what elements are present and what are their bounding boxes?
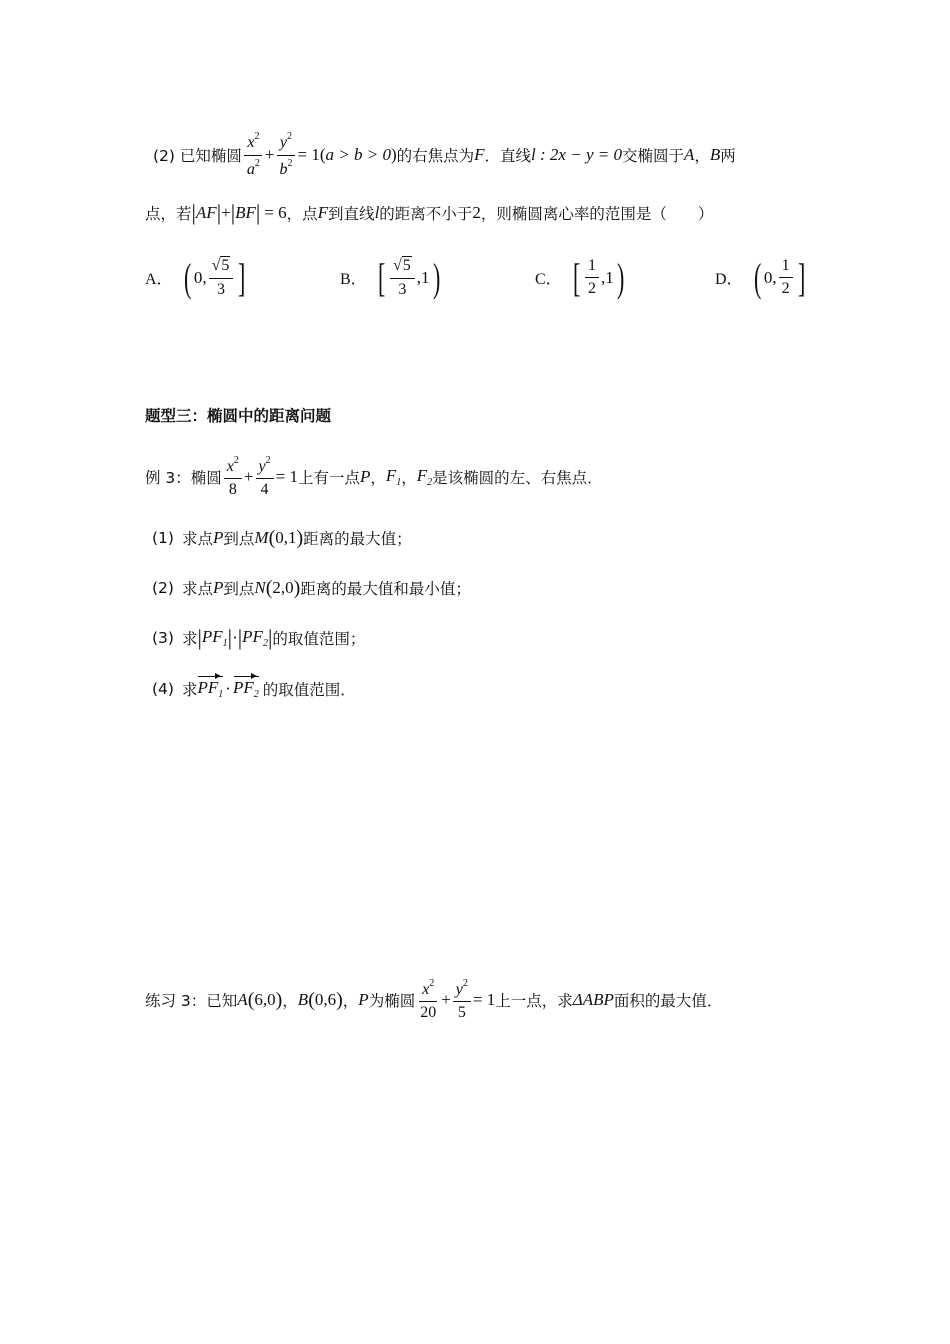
q2-text3: 交椭圆于	[621, 147, 684, 165]
example3-item-4: (4) 求 $PF_1$ · $PF_2$ 的取值范围．	[152, 678, 356, 700]
example3-frac-x: $\frac{x^2}{8}$	[224, 455, 242, 500]
q2-text1: 的右焦点为	[396, 147, 475, 165]
option-d-frac: $\frac{1}{2}$	[779, 257, 793, 299]
q2-B: B	[709, 145, 721, 164]
q2-prefix: (2) 已知椭圆	[153, 147, 242, 165]
example3-prefix: 例 3：椭圆	[145, 469, 222, 487]
practice3-A: A	[237, 990, 248, 1009]
practice3-B: B	[297, 990, 309, 1009]
example3-line: 例 3：椭圆 $\frac{x^2}{8}$ + $\frac{y^2}{4}$ = 1 上有一点 P ， $F_1$ ， $F_2$ 是该椭圆的左、右焦点．	[145, 454, 603, 498]
example3-item-3: (3) 求 | $PF_1$ | · | $PF_2$ | 的取值范围；	[152, 625, 366, 650]
q2-abs-bf: BF	[235, 203, 256, 222]
example3-P: P	[359, 467, 371, 486]
option-a[interactable]: A． ( 0, √ 5 3 ]	[145, 254, 246, 300]
option-a-left: 0,	[193, 267, 207, 287]
q2-line1: (2) 已知椭圆 $\frac{x^2}{a^2}$ + $\frac{y^2}{b^2}$ = 1 ( a > b > 0 ) 的右焦点为 F ．直线 l : 2x − y = 0 交椭圆于 A ， B 两	[153, 131, 736, 178]
example3-sep2: ，	[401, 469, 417, 487]
q2-line-eq: l : 2x − y = 0	[531, 145, 622, 164]
option-a-label: A．	[145, 271, 173, 288]
option-b-label: B．	[340, 271, 367, 288]
option-a-frac: √ 5 3	[209, 256, 234, 299]
example3-item-1: (1) 求点 P 到点 M ( 0,1 ) 距离的最大值；	[152, 526, 412, 549]
example3-text2: 是该椭圆的左、右焦点．	[432, 469, 603, 487]
option-c-frac: $\frac{1}{2}$	[585, 257, 599, 299]
q2-eq: = 1	[297, 145, 320, 164]
practice3-frac-x: $\frac{x^2}{20}$	[420, 977, 437, 1021]
option-b-right: ,1	[416, 267, 430, 287]
example3-F1: $F_1$	[385, 466, 402, 488]
q2-text2: ．直线	[484, 147, 532, 165]
practice3-frac-y: $\frac{y^2}{5}$	[453, 978, 471, 1023]
option-b[interactable]: B． [ √ 5 3 ,1 )	[340, 254, 440, 300]
option-b-frac: √ 5 3	[390, 256, 415, 299]
q2-frac-y: $\frac{y^2}{b^2}$	[276, 131, 295, 179]
q2-frac-x: $\frac{x^2}{a^2}$	[244, 131, 263, 179]
practice3-prefix: 练习 3：已知	[145, 992, 238, 1010]
q2-eq6: = 6	[264, 203, 287, 222]
q2-line2-mid3: 的距离不小于	[379, 205, 473, 223]
option-c-label: C．	[535, 271, 562, 288]
q2-line2-F: F	[317, 203, 329, 222]
q2-F: F	[474, 145, 485, 164]
example3-item-2: (2) 求点 P 到点 N ( 2,0 ) 距离的最大值和最小值；	[152, 576, 471, 599]
q2-line2-mid: ，点	[286, 205, 318, 223]
example3-sep1: ，	[370, 469, 386, 487]
option-c-right: ,1	[601, 267, 614, 287]
example3-eq: = 1	[275, 467, 298, 486]
q2-line2: 点，若 | AF | + | BF | = 6 ，点 F 到直线 l 的距离不小于 2 ，则椭圆离心率的范围是（ ）	[145, 200, 714, 225]
q2-plus: +	[221, 203, 231, 222]
q2-line2-mid2: 到直线	[328, 205, 375, 223]
option-c[interactable]: C． [ $\frac{1}{2}$ ,1 )	[535, 254, 625, 300]
option-d-left: 0,	[763, 267, 777, 287]
option-d[interactable]: D． ( 0, $\frac{1}{2}$ ]	[715, 254, 805, 300]
section-title: 题型三：椭圆中的距离问题	[145, 407, 332, 425]
q2-comma: ，	[694, 147, 710, 165]
q2-line2-l: l	[374, 203, 380, 222]
example3-F2: $F_2$	[416, 466, 433, 488]
practice3-P: P	[358, 990, 369, 1009]
q2-cond: a > b > 0	[325, 145, 391, 164]
example3-frac-y: $\frac{y^2}{4}$	[256, 455, 274, 500]
practice3-line: 练习 3：已知 A ( 6,0 ) ， B ( 0,6 ) ， P 为椭圆 $\frac{x^2}{20}$ + $\frac{y^2}{5}$ = 1 上一点，求 ΔABP 面积的最大值．	[145, 977, 723, 1021]
q2-text4: 两	[720, 147, 736, 165]
q2-line2-start: 点，若	[145, 205, 192, 223]
q2-abs-af: AF	[195, 203, 217, 222]
q2-A: A	[683, 145, 695, 164]
q2-line2-end: ，则椭圆离心率的范围是（ ）	[480, 205, 714, 223]
option-d-label: D．	[715, 271, 743, 288]
q2-line2-2: 2	[472, 203, 481, 222]
example3-text1: 上有一点	[297, 469, 360, 487]
practice3-triangle: ΔABP	[572, 990, 614, 1009]
